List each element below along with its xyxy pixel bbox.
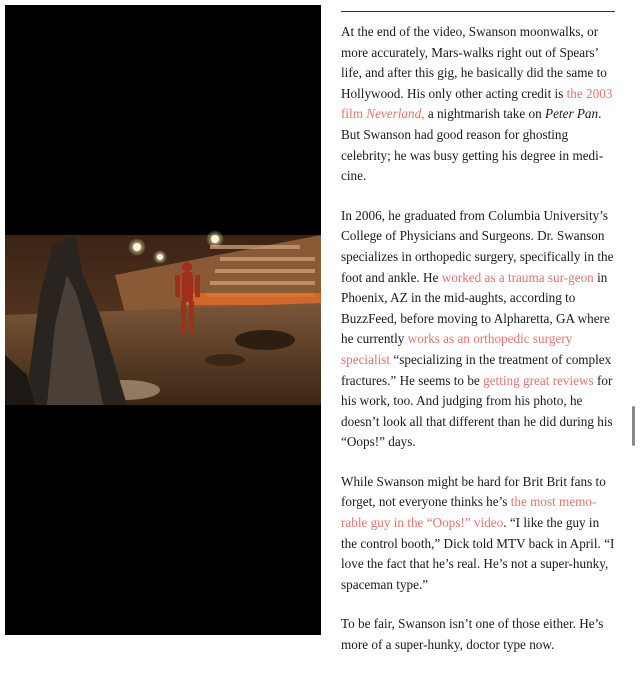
memorable-guy-link[interactable]: the most memo-rable guy in the “Oops!” video <box>341 494 597 531</box>
text-span: In 2006, he graduated from Columbia University’s College of Physicians and Surgeons. Dr. Swanson specializes in orthopedic surgery, specifically in the foot and ankle. He <box>341 207 614 285</box>
text-span: a nightmarish take on <box>424 106 546 122</box>
text-italic: Peter Pan <box>545 106 599 122</box>
text-span: At the end of the video, Swanson moonwalks, or more accurately, Mars-walks right out of Spears’ life, and after this gig, he basically did the same to Hollywood. His only other acting credit is <box>341 24 607 101</box>
video-player[interactable] <box>5 5 321 635</box>
text-span: While Swanson might be hard for Brit Brit fans to forget, not everyone thinks he’s <box>341 473 606 510</box>
paragraph-3 <box>341 472 615 596</box>
article-body <box>341 0 619 653</box>
link-text[interactable]: the 2003 film <box>341 85 613 122</box>
text-span: for his work, too. And judging from his photo, he doesn’t look all that different than he did during his “Oops!” days. <box>341 372 613 450</box>
trauma-surgeon-link[interactable]: worked as a trauma sur-geon <box>441 269 594 285</box>
paragraph-4 <box>341 614 615 655</box>
text-span: “specializing in the treatment of complex fractures.” He seems to be <box>341 351 612 388</box>
text-span: To be fair, Swanson isn’t one of those either. He’s more of a super-hunky, doctor type now. <box>341 616 604 653</box>
scrollbar-thumb[interactable] <box>632 406 635 446</box>
text-span: in Phoenix, AZ in the mid-aughts, according to BuzzFeed, before moving to Alpharetta, GA where he currently <box>341 269 610 347</box>
link-text-italic[interactable]: Neverland, <box>366 106 425 122</box>
text-span: . But Swanson had good reason for ghosting celebrity; he was busy getting his degree in medi-cine. <box>341 106 604 184</box>
paragraph-1 <box>341 22 615 187</box>
paragraph-2 <box>341 206 615 453</box>
video-frame[interactable] <box>5 235 321 405</box>
video-still-mars-scene <box>5 235 321 405</box>
great-reviews-link[interactable]: getting great reviews <box>483 372 594 388</box>
divider <box>341 11 615 12</box>
text-span: . “I like the guy in the control booth,” Dick told MTV back in April. “I love the fact that he’s real. He’s not a super-hunky, spaceman type.” <box>341 515 615 592</box>
orthopedic-specialist-link[interactable]: works as an orthopedic surgery specialist <box>341 331 573 367</box>
